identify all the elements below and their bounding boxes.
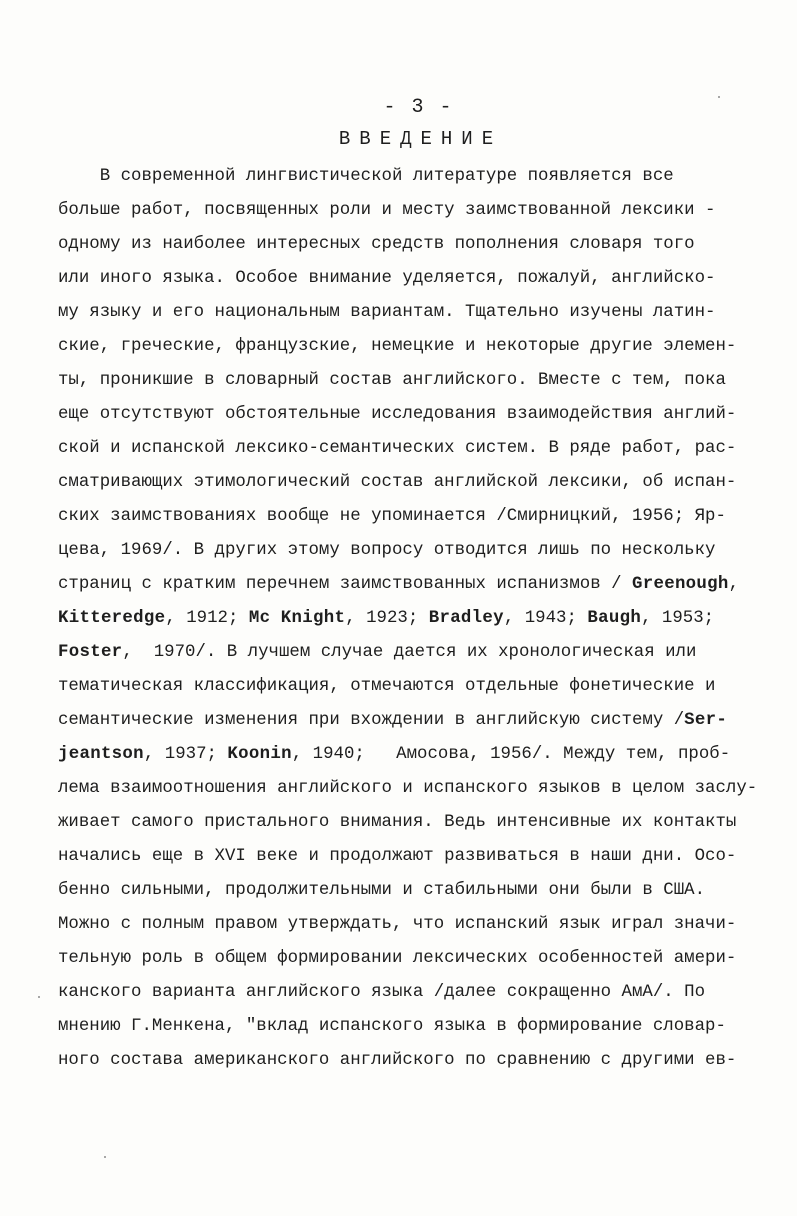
text-line: страниц с кратким перечнем заимствованных испанизмов / Greenough, bbox=[58, 575, 740, 594]
text-line: больше работ, посвященных роли и месту заимствованной лексики - bbox=[58, 201, 716, 220]
scan-speck bbox=[104, 1156, 106, 1158]
section-heading: ВВЕДЕНИЕ bbox=[338, 128, 503, 150]
text-line: ного состава американского английского по сравнению с другими ев- bbox=[58, 1051, 737, 1070]
text-line: Kitteredge, 1912; Mc Knight, 1923; Bradley, 1943; Baugh, 1953; bbox=[58, 609, 715, 628]
text-line: Можно с полным правом утверждать, что испанский язык играл значи- bbox=[58, 915, 737, 934]
latin-reference: Koonin bbox=[227, 745, 292, 764]
text-line: бенно сильными, продолжительными и стабильными они были в США. bbox=[58, 881, 706, 900]
text-line: тематическая классификация, отмечаются отдельные фонетические и bbox=[58, 677, 716, 696]
text-line: цева, 1969/. В других этому вопросу отводится лишь по нескольку bbox=[58, 541, 716, 560]
text-line: канского варианта английского языка /далее сокращенно АмА/. По bbox=[58, 983, 706, 1002]
page-number: - 3 - bbox=[383, 96, 454, 119]
text-line: сматривающих этимологический состав английской лексики, об испан- bbox=[58, 473, 737, 492]
text-line: живает самого пристального внимания. Ведь интенсивные их контакты bbox=[58, 813, 737, 832]
text-line: одному из наиболее интересных средств пополнения словаря того bbox=[58, 235, 695, 254]
text-line: му языку и его национальным вариантам. Тщательно изучены латин- bbox=[58, 303, 716, 322]
text-line: В современной лингвистической литературе появляется все bbox=[58, 167, 674, 186]
text-line: еще отсутствуют обстоятельные исследования взаимодействия англий- bbox=[58, 405, 737, 424]
text-line: или иного языка. Особое внимание уделяется, пожалуй, английско- bbox=[58, 269, 716, 288]
text-line: ских заимствованиях вообще не упоминается /Смирницкий, 1956; Яр- bbox=[58, 507, 726, 526]
text-line: jeantson, 1937; Koonin, 1940; Амосова, 1956/. Между тем, проб- bbox=[58, 745, 731, 764]
latin-reference: Kitteredge bbox=[58, 609, 166, 628]
text-line: ской и испанской лексико-семантических систем. В ряде работ, рас- bbox=[58, 439, 737, 458]
latin-reference: Foster bbox=[58, 643, 123, 662]
latin-reference: Mc bbox=[248, 609, 271, 628]
text-line: тельную роль в общем формировании лексических особенностей амери- bbox=[58, 949, 737, 968]
latin-reference: Bradley bbox=[428, 609, 504, 628]
scan-speck bbox=[38, 996, 40, 998]
body-text bbox=[58, 160, 797, 1078]
text-line: лема взаимоотношения английского и испанского языков в целом заслу- bbox=[58, 779, 758, 798]
text-line: мнению Г.Менкена, "вклад испанского языка в формирование словар- bbox=[58, 1017, 726, 1036]
text-line: ские, греческие, французские, немецкие и некоторые другие элемен- bbox=[58, 337, 737, 356]
latin-reference: Ser- bbox=[684, 711, 728, 730]
text-line: ты, проникшие в словарный состав английского. Вместе с тем, пока bbox=[58, 371, 726, 390]
text-line: Foster, 1970/. В лучшем случае дается их хронологическая или bbox=[58, 643, 697, 662]
latin-reference: Baugh bbox=[587, 609, 642, 628]
scan-speck bbox=[718, 96, 720, 98]
text-line: семантические изменения при вхождении в английскую систему /Ser- bbox=[58, 711, 728, 730]
latin-reference: jeantson bbox=[58, 745, 144, 764]
latin-reference: Knight bbox=[280, 609, 346, 628]
text-line: начались еще в XVI веке и продолжают развиваться в наши дни. Осо- bbox=[58, 847, 737, 866]
latin-reference: Greenough bbox=[632, 575, 729, 594]
